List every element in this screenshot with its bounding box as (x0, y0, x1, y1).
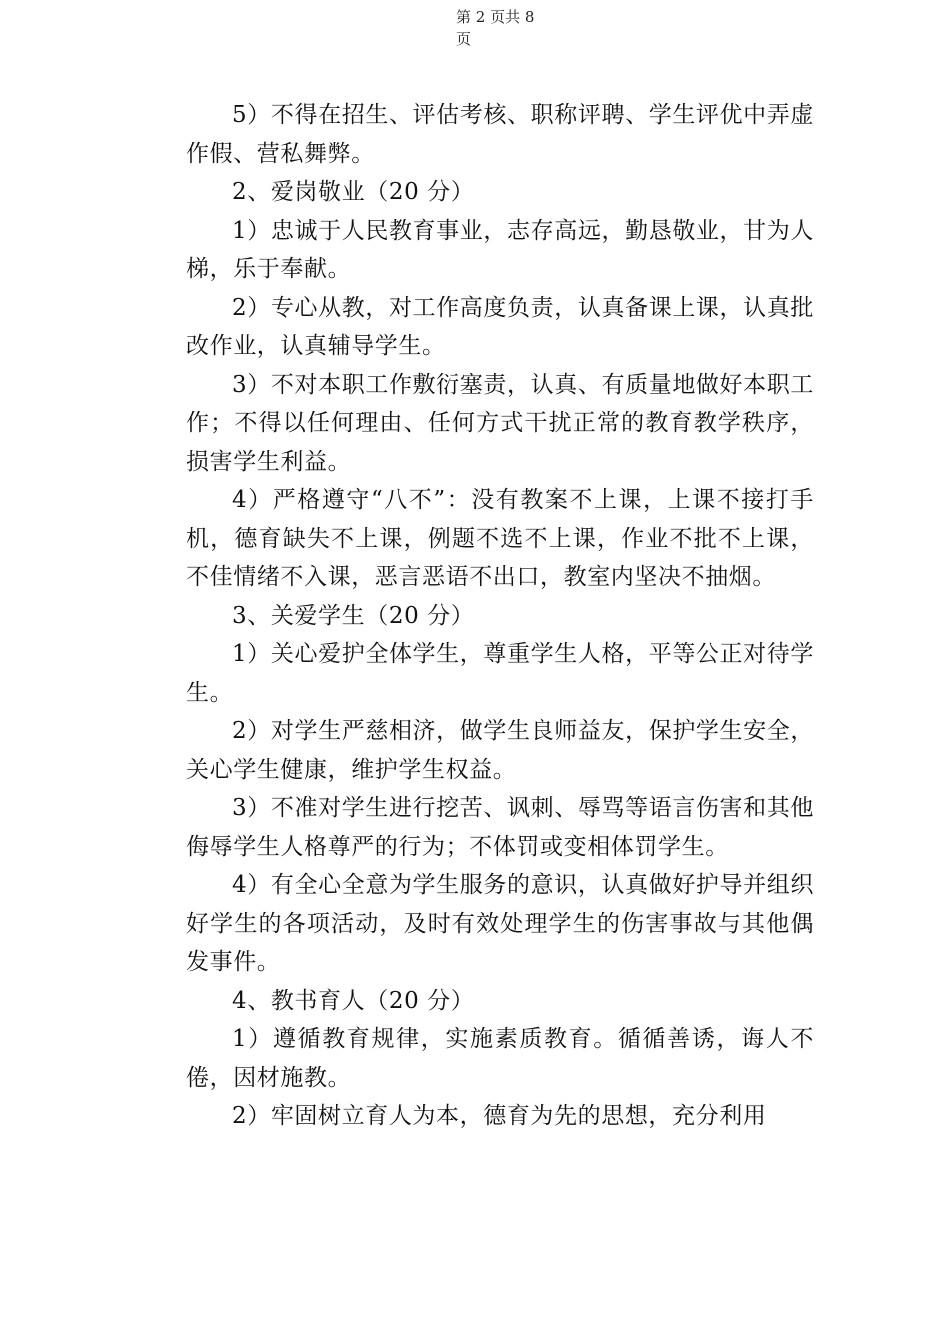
paragraph-teaching-1: 1）遵循教育规律，实施素质教育。循循善诱，诲人不倦，因材施教。 (186, 1026, 814, 1091)
paragraph-care-4: 4）有全心全意为学生服务的意识，认真做好护导并组织好学生的各项活动，及时有效处理学生的伤害事故与其他偶发事件。 (186, 872, 814, 975)
paragraph-care-1: 1）关心爱护全体学生，尊重学生人格，平等公正对待学生。 (186, 641, 814, 706)
paragraph-care-3: 3）不准对学生进行挖苦、讽刺、辱骂等语言伤害和其他侮辱学生人格尊严的行为；不体罚或变相体罚学生。 (186, 795, 814, 860)
paragraph-item-5-honesty: 5）不得在招生、评估考核、职称评聘、学生评优中弄虚作假、营私舞弊。 (186, 102, 814, 167)
paragraph-dedication-3: 3）不对本职工作敷衍塞责，认真、有质量地做好本职工作；不得以任何理由、任何方式干扰正常的教育教学秩序，损害学生利益。 (186, 371, 814, 475)
paragraph-dedication-1: 1）忠诚于人民教育事业，志存高远，勤恳敬业，甘为人梯，乐于奉献。 (186, 217, 814, 282)
document-body (186, 96, 814, 1136)
section-heading-dedication: 2、爱岗敬业（20 分） (232, 179, 475, 205)
paragraph-teaching-2: 2）牢固树立育人为本，德育为先的思想，充分利用 (232, 1103, 767, 1129)
page-number-line-2: 页 (456, 30, 472, 48)
page-number-line-1: 第 2 页共 8 (456, 8, 535, 26)
paragraph-care-2: 2）对学生严慈相济，做学生良师益友，保护学生安全，关心学生健康，维护学生权益。 (186, 718, 814, 783)
section-heading-teaching: 4、教书育人（20 分） (232, 987, 475, 1014)
section-heading-care-students: 3、关爱学生（20 分） (232, 602, 475, 629)
paragraph-dedication-2: 2）专心从教，对工作高度负责，认真备课上课，认真批改作业，认真辅导学生。 (186, 294, 814, 359)
page-number-header (456, 6, 576, 50)
paragraph-dedication-4: 4）严格遵守“八不”：没有教案不上课，上课不接打手机，德育缺失不上课，例题不选不上课，作业不批不上课，不佳情绪不入课，恶言恶语不出口，教室内坚决不抽烟。 (186, 487, 814, 590)
